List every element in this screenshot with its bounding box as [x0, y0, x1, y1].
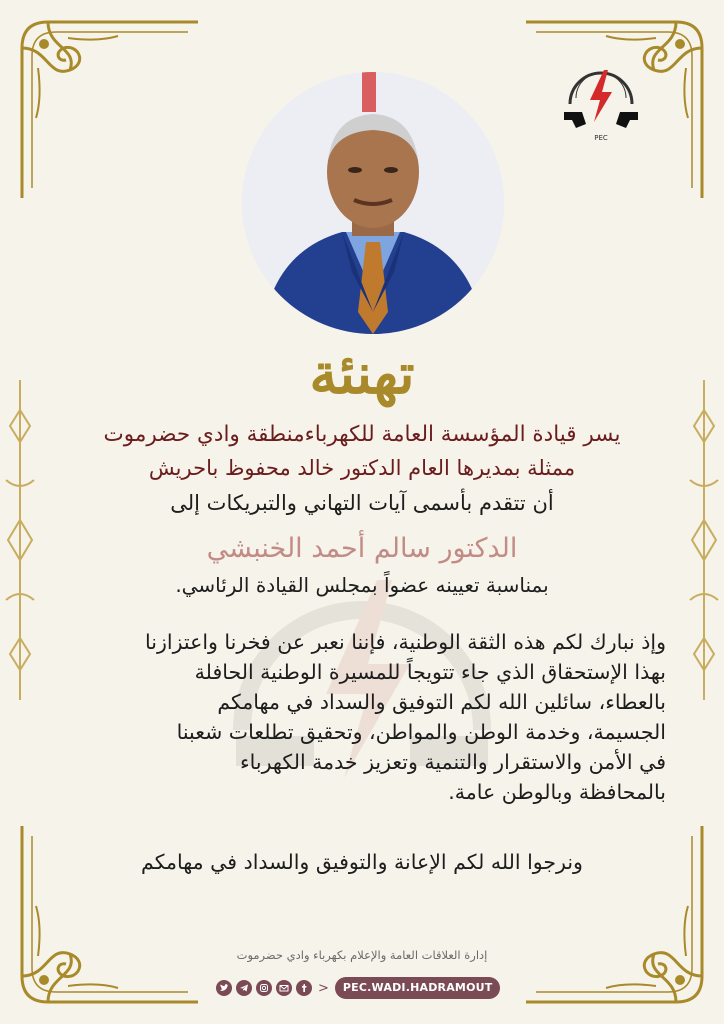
- ornament-corner-bottom-right: [516, 816, 716, 1016]
- paragraph-line: بالمحافظة وبالوطن عامة.: [448, 780, 666, 804]
- paragraph-line: بهذا الإستحقاق الذي جاء تتويجاً للمسيرة الوطنية الحافلة: [194, 660, 666, 684]
- congratulation-paragraph: [58, 627, 666, 807]
- paragraph-line: بالعطاء، سائلين الله لكم التوفيق والسداد في مهامكم: [217, 690, 666, 714]
- email-icon[interactable]: [276, 980, 292, 996]
- closing-line: ونرجوا الله لكم الإعانة والتوفيق والسداد في مهامكم: [141, 850, 583, 874]
- paragraph-line: وإذ نبارك لكم هذه الثقة الوطنية، فإننا نعبر عن فخرنا واعتزازنا: [145, 630, 666, 654]
- header-line-2: ممثلة بمديرها العام الدكتور خالد محفوظ باحريش: [148, 456, 576, 480]
- header-line-1: يسر قيادة المؤسسة العامة للكهرباءمنطقة وادي حضرموت: [103, 422, 621, 447]
- instagram-icon[interactable]: [256, 980, 272, 996]
- chevron-right-icon: >: [318, 980, 329, 996]
- paragraph-line: في الأمن والاستقرار والتنمية وتعزيز خدمة الكهرباء: [240, 750, 666, 774]
- facebook-icon[interactable]: [296, 980, 312, 996]
- paragraph-line: الجسيمة، وخدمة الوطن والمواطن، وتحقيق تطلعات شعبنا: [176, 720, 666, 744]
- ornament-corner-top-left: [8, 8, 208, 208]
- header-line-3: أن تتقدم بأسمى آيات التهاني والتبريكات إلى: [170, 491, 554, 515]
- logo-caption: PEC: [594, 134, 608, 142]
- social-handle[interactable]: PEC.WADI.HADRAMOUT: [335, 977, 501, 999]
- occasion-line: بمناسبة تعيينه عضواً بمجلس القيادة الرئاسي.: [175, 573, 549, 597]
- department-credit: إدارة العلاقات العامة والإعلام بكهرباء وادي حضرموت: [236, 948, 488, 962]
- honoree-name: الدكتور سالم أحمد الخنبشي: [206, 533, 518, 564]
- card-title: تهنئة: [309, 341, 415, 407]
- social-bar: [216, 976, 500, 1000]
- pec-logo-icon: [560, 52, 642, 144]
- twitter-icon[interactable]: [216, 980, 232, 996]
- honoree-portrait: [242, 72, 504, 334]
- ornament-corner-bottom-left: [8, 816, 208, 1016]
- telegram-icon[interactable]: [236, 980, 252, 996]
